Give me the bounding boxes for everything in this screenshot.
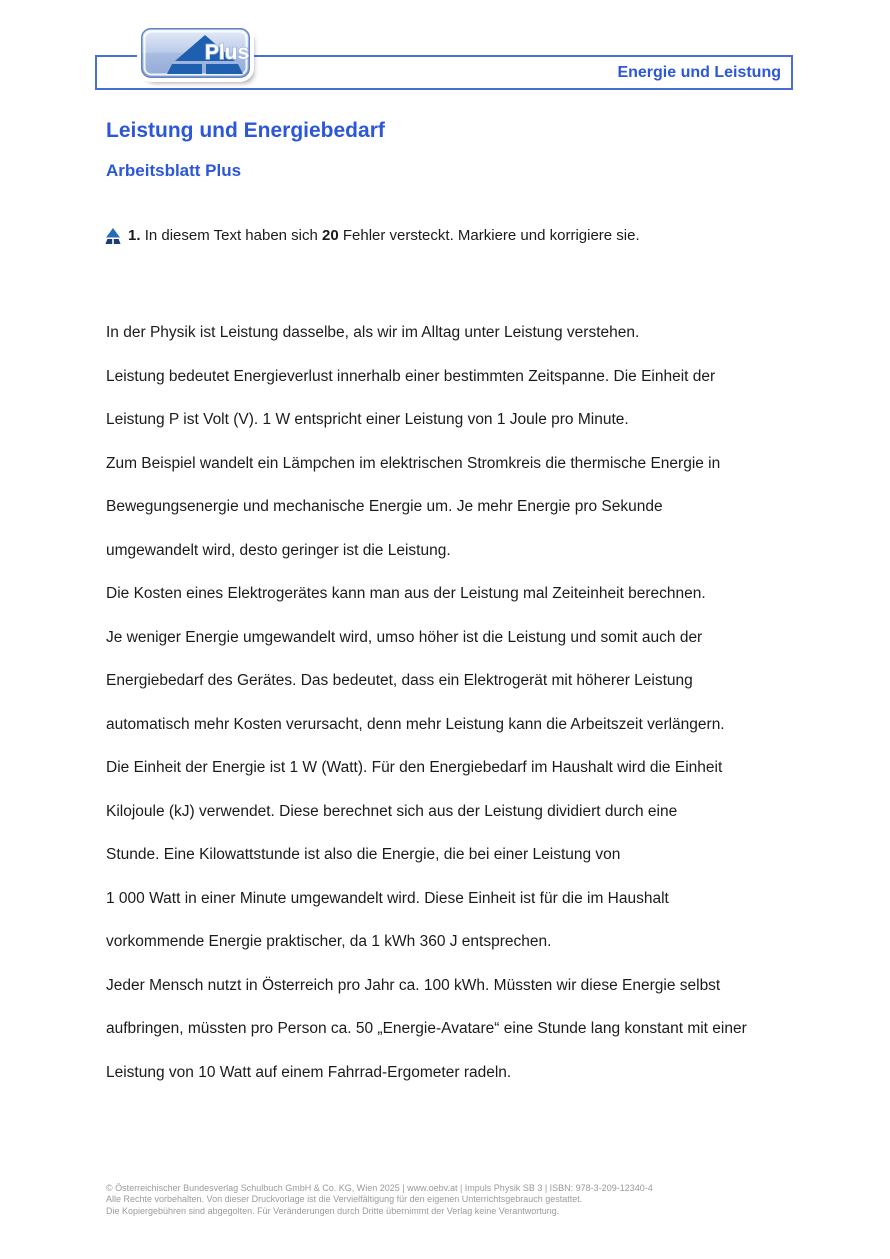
text-line: Stunde. Eine Kilowattstunde ist also die Energie, die bei einer Leistung von	[106, 846, 621, 863]
task-text	[128, 227, 640, 244]
text-line: vorkommende Energie praktischer, da 1 kWh 360 J entsprechen.	[106, 933, 552, 950]
task-pyramid-icon	[104, 228, 122, 244]
page-subtitle: Arbeitsblatt Plus	[106, 161, 242, 180]
text-line: Leistung bedeutet Energieverlust innerhalb einer bestimmten Zeitspanne. Die Einheit der	[106, 367, 716, 385]
text-line: Die Kosten eines Elektrogerätes kann man aus der Leistung mal Zeiteinheit berechnen.	[106, 585, 706, 602]
text-line: Energiebedarf des Gerätes. Das bedeutet, dass ein Elektrogerät mit höherer Leistung	[106, 672, 693, 689]
text-line: Leistung von 10 Watt auf einem Fahrrad-Ergometer radeln.	[106, 1063, 512, 1081]
text-line: Jeder Mensch nutzt in Österreich pro Jahr ca. 100 kWh. Müssten wir diese Energie selbst	[106, 976, 721, 994]
task-text-after: Fehler versteckt. Markiere und korrigiere sie.	[338, 227, 640, 244]
text-line: umgewandelt wird, desto geringer ist die Leistung.	[106, 541, 451, 559]
text-line: aufbringen, müssten pro Person ca. 50 „Energie-Avatare“ eine Stunde lang konstant mit einer	[106, 1020, 747, 1037]
task-instruction	[104, 227, 640, 244]
footer-copyright-line: © Österreichischer Bundesverlag Schulbuch GmbH & Co. KG, Wien 2025 | www.oebv.at | Impuls Physik SB 3 | ISBN: 978-3-209-12340-4	[106, 1183, 653, 1193]
text-line: Leistung P ist Volt (V). 1 W entspricht einer Leistung von 1 Joule pro Minute.	[106, 411, 629, 428]
page-title: Leistung und Energiebedarf	[106, 119, 385, 142]
logo-pyramid-icon	[141, 28, 250, 78]
footer-liability-line: Die Kopiergebühren sind abgegolten. Für Veränderungen durch Dritte übernimmt der Verlag keine Verantwortung.	[106, 1205, 560, 1216]
text-line: automatisch mehr Kosten verursacht, denn mehr Leistung kann die Arbeitszeit verlängern.	[106, 715, 725, 733]
footer-rights-line: Alle Rechte vorbehalten. Von dieser Druckvorlage ist die Vervielfältigung für den eigenen Unterrichtsgebrauch gestattet.	[106, 1194, 583, 1205]
footer	[106, 1183, 806, 1217]
task-text-before: In diesem Text haben sich	[144, 227, 323, 244]
task-error-count: 20	[322, 227, 339, 244]
worksheet-text	[106, 311, 816, 1094]
text-line: Je weniger Energie umgewandelt wird, umso höher ist die Leistung und somit auch der	[106, 628, 703, 646]
text-line: Bewegungsenergie und mechanische Energie um. Je mehr Energie pro Sekunde	[106, 498, 663, 515]
logo-text: Plus	[204, 41, 250, 64]
oebv-plus-logo	[141, 28, 250, 78]
chapter-title: Energie und Leistung	[617, 63, 781, 81]
text-line: 1 000 Watt in einer Minute umgewandelt wird. Diese Einheit ist für die im Haushalt	[106, 889, 669, 907]
task-number: 1.	[128, 227, 141, 244]
text-line: Kilojoule (kJ) verwendet. Diese berechnet sich aus der Leistung dividiert durch eine	[106, 802, 678, 820]
text-line: Zum Beispiel wandelt ein Lämpchen im elektrischen Stromkreis die thermische Energie in	[106, 454, 721, 472]
text-line: In der Physik ist Leistung dasselbe, als wir im Alltag unter Leistung verstehen.	[106, 324, 640, 341]
text-line: Die Einheit der Energie ist 1 W (Watt). Für den Energiebedarf im Haushalt wird die Einheit	[106, 759, 723, 776]
